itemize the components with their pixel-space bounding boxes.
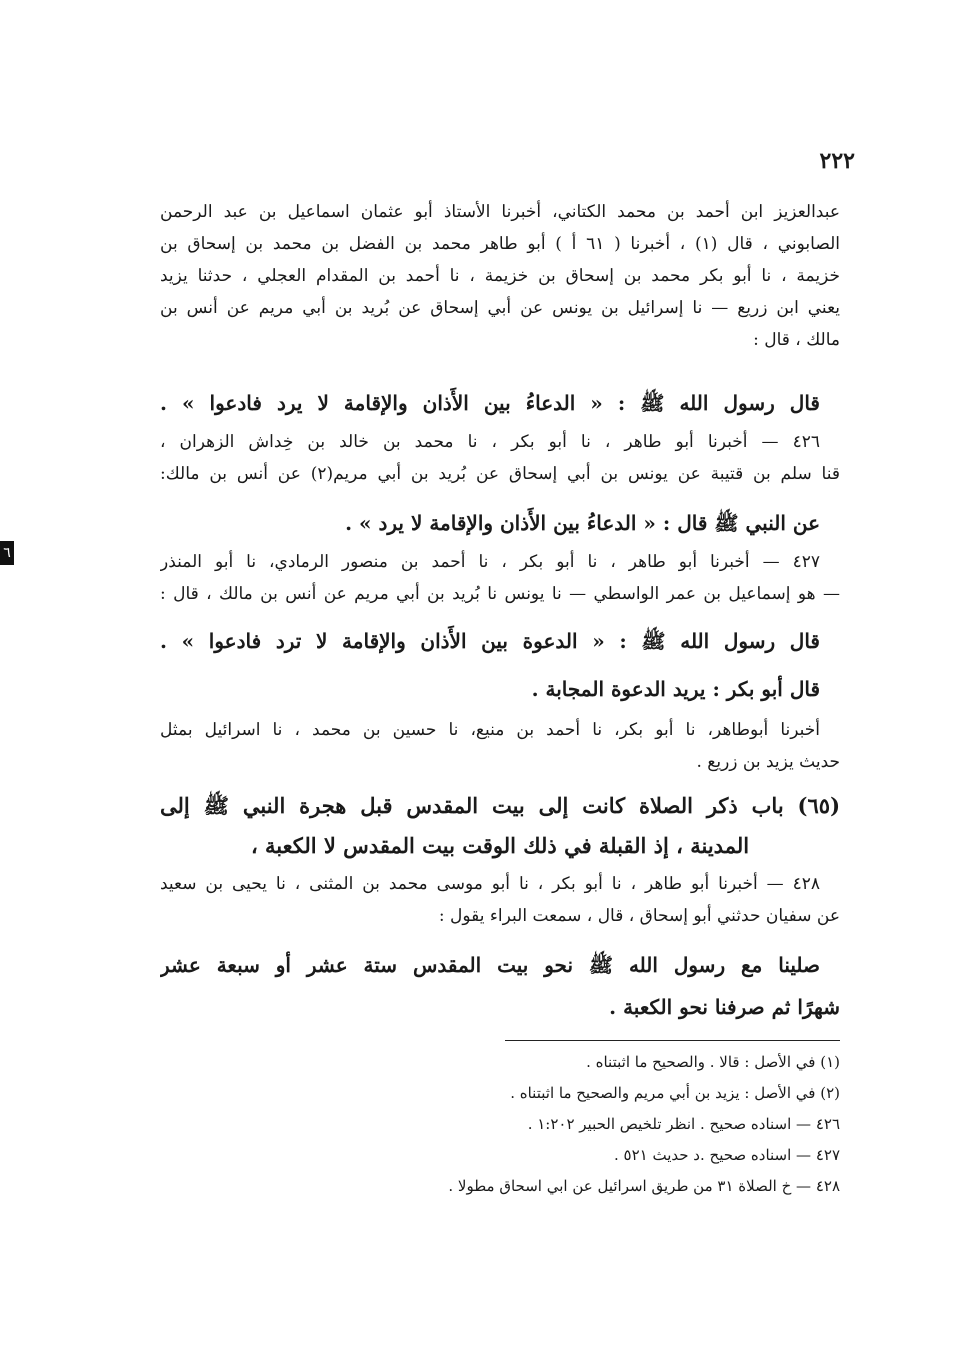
hadith-427-isnad (160, 546, 840, 610)
h427-extra-line: أخبرنا أبوطاهر، نا أبو بكر، نا أحمد بن منيع، نا حسين بن محمد ، نا اسرائيل بمثل (160, 720, 820, 740)
h428-line: عن سفيان حدثني أبو إسحاق ، قال ، سمعت البراء يقول : (438, 906, 840, 926)
footnote: ٤٢٦ — اسناده صحيح . انظر تلخيص الحبير ١:٢٠٢ . (527, 1115, 840, 1133)
chapter-heading-line: المدينة ، إذ القبلة في ذلك الوقت بيت المقدس لا الكعبة ، (250, 833, 750, 858)
h427-matn: قال رسول الله ﷺ : « الدعوة بين الأَذان والإقامة لا ترد فادعوا » . (160, 629, 820, 653)
hadith-427-comment (160, 672, 840, 706)
footnote-divider (505, 1040, 840, 1041)
h428-matn-line: صلينا مع رسول الله ﷺ نحو بيت المقدس ستة عشر أو سبعة عشر (160, 953, 820, 977)
intro-line: عبدالعزيز ابن أحمد بن محمد الكتاني، أخبرنا الأستاذ أبو عثمان اسماعيل بن عبد الرحمن (160, 202, 840, 222)
h426-line: ٤٢٦ — أخبرنا أبو طاهر ، نا أبو بكر ، نا محمد بن خالد بن خِداش الزهران ، (160, 432, 820, 452)
intro-paragraph (160, 196, 840, 356)
chapter-side-tab: ٦ (0, 541, 14, 565)
hadith-matn (160, 386, 840, 420)
hadith-427-matn (160, 624, 840, 658)
chapter-heading-line: (٦٥) باب ذكر الصلاة كانت إلى بيت المقدس قبل هجرة النبي ﷺ إلى (160, 793, 840, 818)
h427-extra-line: حديث يزيد بن زريع . (696, 752, 840, 772)
footnote: (١) في الأصل : قالا . والصحيح ما اثبتناه . (586, 1053, 840, 1071)
intro-line: الصابوني ، قال (١) ، أخبرنا ( ٦١ أ ) أبو طاهر محمد بن الفضل بن محمد بن إسحاق بن (160, 234, 840, 254)
hadith-427-extra (160, 714, 840, 778)
h427-comment: قال أبو بكر : يريد الدعوة المجابة . (531, 677, 820, 701)
h426-line: قنا سلم بن قتيبة عن يونس بن أبي إسحاق عن بُريد بن أبي مريم(٢) عن أنس بن مالك: (160, 464, 840, 484)
h428-matn-line: شهرًا ثم صرفنا نحو الكعبة . (609, 995, 840, 1019)
footnotes (360, 1047, 840, 1202)
page-number: ٢٢٢ (819, 148, 855, 174)
chapter-heading (160, 786, 840, 866)
h427-line: ٤٢٧ — أخبرنا أبو طاهر ، نا أبو بكر ، نا أحمد بن منصور الرمادي، نا أبو المنذر (160, 552, 820, 572)
footnote: ٤٢٧ — اسناده صحيح .د حديث ٥٢١ . (614, 1146, 840, 1164)
intro-line: يعني ابن زريع — نا إسرائيل بن يونس عن أبي إسحاق عن بُريد بن أبي مريم عن أنس بن (160, 298, 840, 318)
footnote: (٢) في الأصل : يزيد بن أبي مريم والصحيح ما اثبتناه . (510, 1084, 840, 1102)
hadith-428-matn (160, 944, 840, 1028)
intro-line: خزيمة ، نا أبو بكر محمد بن إسحاق بن خزيمة ، نا أحمد بن المقدام العجلي ، حدثنا يزيد (160, 266, 840, 286)
hadith-1-text: قال رسول الله ﷺ : « الدعاءُ بين الأَذان والإقامة لا يرد فادعوا » . (160, 391, 820, 415)
h426-matn: عن النبي ﷺ قال : « الدعاءُ بين الأَذان والإقامة لا يرد » . (345, 511, 820, 535)
hadith-426-matn (160, 506, 840, 540)
h427-line: — هو إسماعيل بن عمر الواسطي — نا يونس نا بُريد بن أبي مريم عن أنس بن مالك ، قال : (160, 584, 840, 604)
h428-line: ٤٢٨ — أخبرنا أبو طاهر ، نا أبو بكر ، نا أبو موسى محمد بن المثنى ، نا يحيى بن سعيد (160, 874, 821, 894)
hadith-426-isnad (160, 426, 840, 490)
intro-line: مالك ، قال : (753, 330, 840, 350)
hadith-428-isnad (160, 868, 840, 932)
footnote: ٤٢٨ — خ الصلاة ٣١ من طريق اسرائيل عن ابي اسحاق مطولا . (448, 1177, 840, 1195)
